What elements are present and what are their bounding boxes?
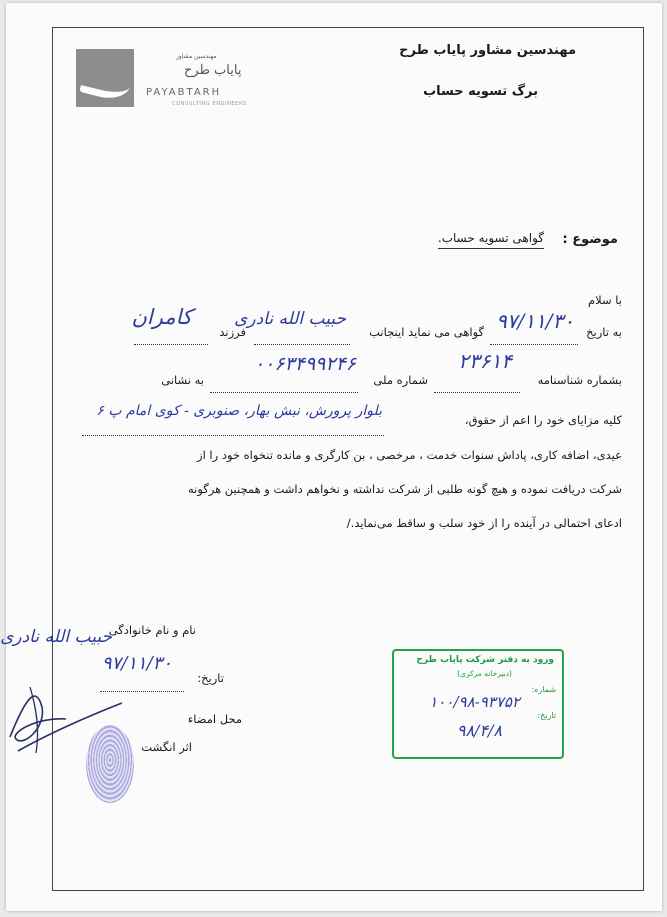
handwritten-national-number: ۰۰۶۳۴۹۹۲۴۶ (253, 353, 356, 375)
national-id-dotted-line (210, 380, 358, 393)
stamp-number-label: شماره: (531, 685, 556, 694)
body-line-5: شرکت دریافت نموده و هیچ گونه طلبی از شرکت نداشته و نخواهم داشت و همچنین هرگونه (187, 482, 622, 496)
form-title: برگ تسویه حساب (423, 84, 538, 99)
signature-place-label: محل امضاء (187, 712, 242, 726)
handwritten-date: ۹۷/۱۱/۳۰ (496, 309, 574, 333)
stamp-subtitle: (دبیرخانه مرکزی) (457, 669, 512, 678)
subject-text: گواهی تسویه حساب. (438, 231, 544, 249)
company-name: مهندسین مشاور پایاب طرح (399, 43, 576, 58)
greeting: با سلام (588, 293, 622, 307)
handwritten-name: حبیب الله نادری (234, 309, 346, 329)
logo-text-en-sub: CONSULTING ENGINEERS (172, 101, 247, 107)
logo-text-fa: پایاب طرح (184, 63, 242, 78)
stamp-number-value: ۱۰۰/۹۸-۹۳۷۵۲ (429, 693, 520, 711)
document-sheet (0, 3, 662, 911)
logo-text-fa-small: مهندسین مشاور (176, 53, 217, 60)
stamp-date-value: ۹۸/۴/۸ (456, 721, 502, 740)
body-line-6: ادعای احتمالی در آینده را از خود سلب و ساقط می‌نماید./ (346, 516, 622, 530)
body-line-4: عیدی، اضافه کاری، پاداش سنوات خدمت ، مرخصی ، بن کارگری و مانده تنخواه خود را از (197, 448, 622, 462)
father-dotted-line (134, 332, 208, 345)
fingerprint-label: اثر انگشت (141, 740, 192, 754)
id-label: بشماره شناسنامه (537, 373, 622, 387)
stamp-title: ورود به دفتر شرکت پایاب طرح (416, 655, 554, 665)
date-dotted-line (490, 332, 578, 345)
handwritten-signature-date: ۹۷/۱۱/۳۰ (101, 653, 172, 674)
son-of-label: فرزند (219, 325, 246, 339)
address-dotted-line (82, 423, 384, 436)
name-dotted-line (254, 332, 350, 345)
body-line-1-mid: گواهی می نماید اینجانب (369, 325, 484, 339)
payabtarh-logo-icon (76, 49, 134, 107)
national-id-label: شماره ملی (373, 373, 428, 387)
body-line-3-rest: کلیه مزایای خود را اعم از حقوق، (464, 413, 622, 427)
received-stamp (392, 649, 564, 759)
handwritten-id-number: ۲۳۶۱۴ (458, 349, 512, 373)
handwritten-address: بلوار پرورش، نبش بهار، صنوبری - کوی امام پ ۶ (96, 403, 382, 419)
company-logo (76, 49, 266, 115)
handwritten-signature-name: حبیب الله نادری (0, 627, 112, 647)
logo-text-en: PAYABTARH (146, 87, 222, 98)
fingerprint-mark (86, 725, 134, 803)
id-dotted-line (434, 380, 520, 393)
handwritten-father-name: کامران (131, 305, 192, 329)
name-label: نام و نام خانوادگی (108, 623, 196, 637)
body-line-1-prefix: به تاریخ (586, 325, 622, 339)
stamp-date-label: تاریخ: (537, 711, 556, 720)
address-label: به نشانی (161, 373, 204, 387)
signature-date-label: تاریخ: (197, 671, 224, 685)
subject-label: موضوع : (562, 232, 618, 247)
